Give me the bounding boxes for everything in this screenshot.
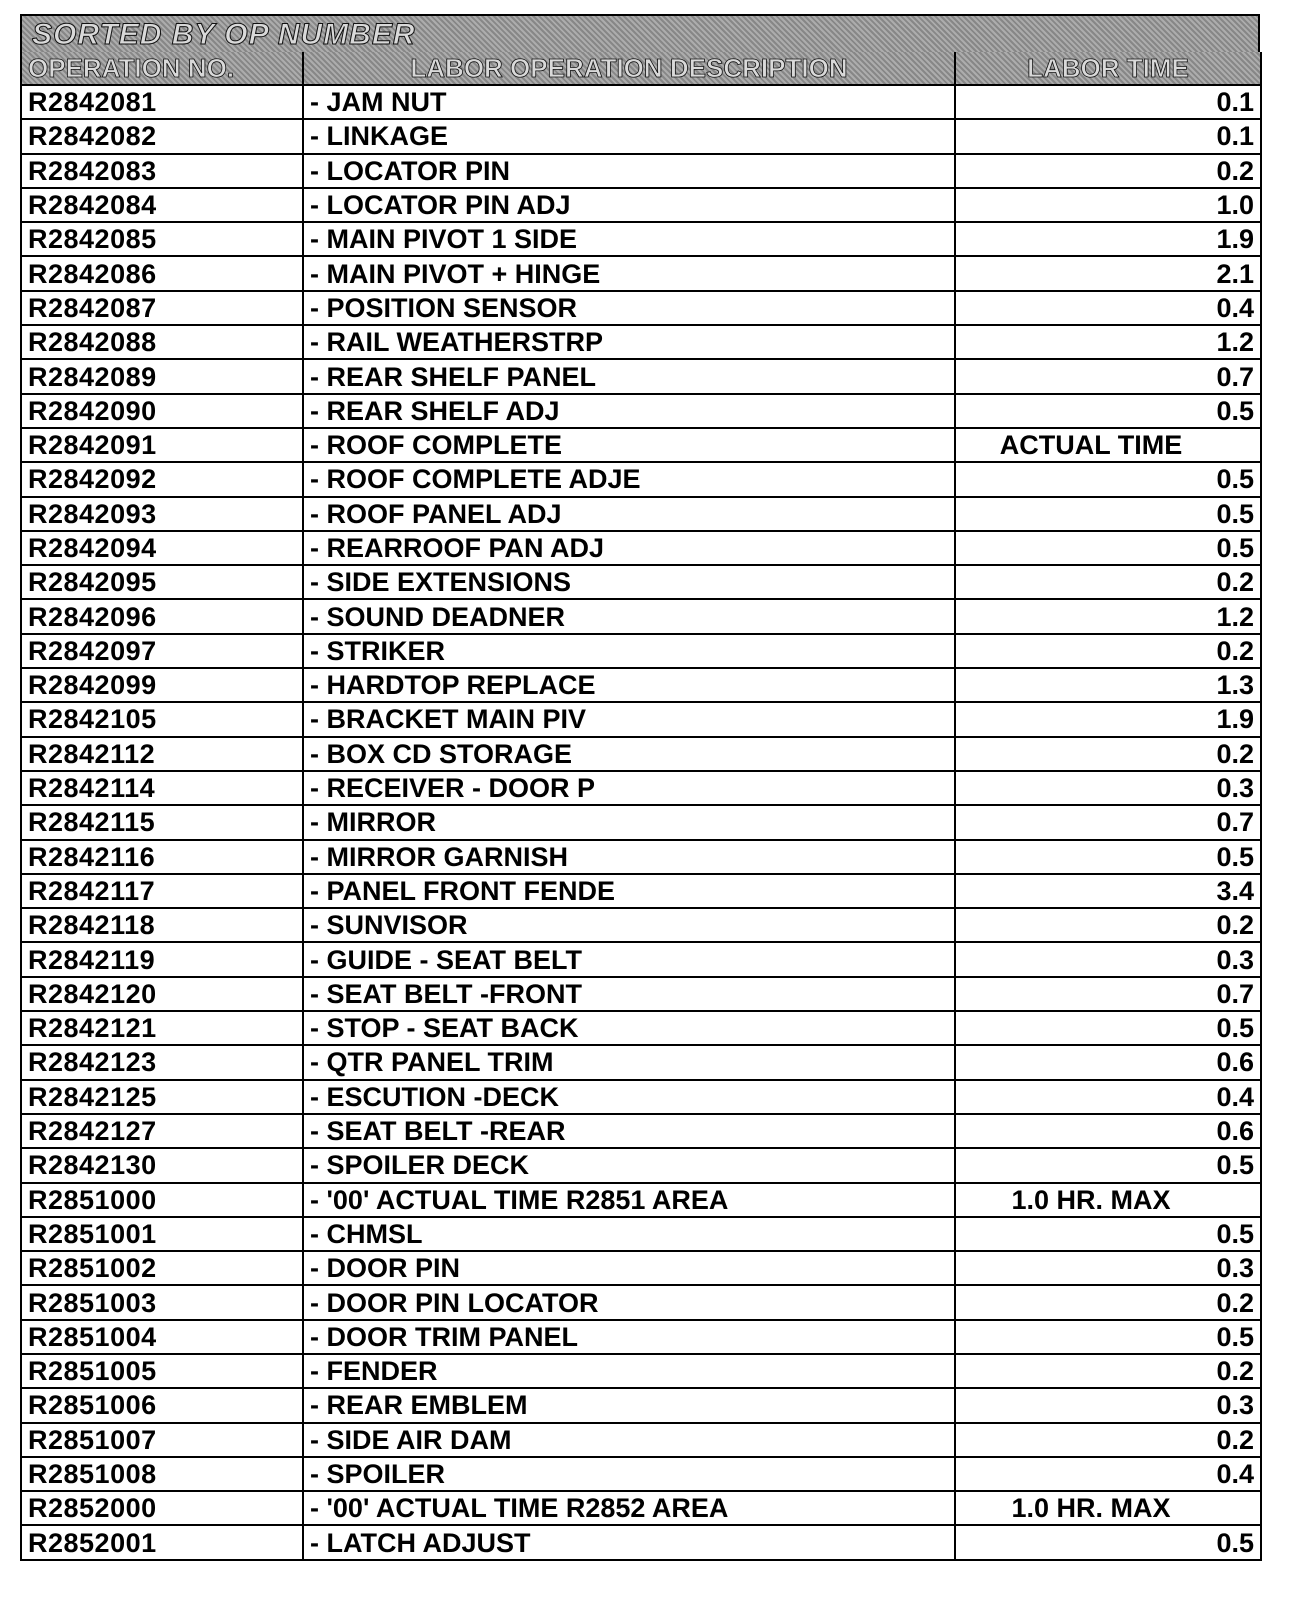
operation-number-cell: R2842116: [21, 840, 303, 874]
operation-number-cell: R2851002: [21, 1251, 303, 1285]
table-row: [21, 1285, 1261, 1319]
operation-description-cell: - DOOR PIN LOCATOR: [303, 1285, 955, 1319]
labor-time-cell: 0.5: [955, 1525, 1261, 1559]
operation-description-cell: - HARDTOP REPLACE: [303, 668, 955, 702]
operation-number-cell: R2851007: [21, 1423, 303, 1457]
operation-description-cell: - SEAT BELT -FRONT: [303, 977, 955, 1011]
labor-time-cell: 1.0: [955, 188, 1261, 222]
operation-description-cell: - ROOF PANEL ADJ: [303, 497, 955, 531]
operation-description-cell: - GUIDE - SEAT BELT: [303, 942, 955, 976]
operation-number-cell: R2842117: [21, 874, 303, 908]
operation-description-cell: - SEAT BELT -REAR: [303, 1114, 955, 1148]
operation-number-cell: R2842121: [21, 1011, 303, 1045]
labor-time-cell: 0.3: [955, 771, 1261, 805]
table-row: [21, 1388, 1261, 1422]
table-row: [21, 840, 1261, 874]
operation-number-cell: R2842130: [21, 1148, 303, 1182]
operation-number-cell: R2852000: [21, 1491, 303, 1525]
labor-time-cell: 1.0 HR. MAX: [955, 1183, 1261, 1217]
table-row: [21, 908, 1261, 942]
operation-number-cell: R2851005: [21, 1354, 303, 1388]
operation-number-cell: R2851004: [21, 1320, 303, 1354]
table-row: [21, 1457, 1261, 1491]
operation-description-cell: - SIDE EXTENSIONS: [303, 565, 955, 599]
table-body: [21, 85, 1261, 1560]
labor-time-cell: 0.4: [955, 1080, 1261, 1114]
operation-number-cell: R2842123: [21, 1045, 303, 1079]
labor-operations-table: [20, 52, 1262, 1561]
table-row: [21, 599, 1261, 633]
table-row: [21, 291, 1261, 325]
operation-number-cell: R2842118: [21, 908, 303, 942]
operation-description-cell: - QTR PANEL TRIM: [303, 1045, 955, 1079]
header-labor-operation-description: LABOR OPERATION DESCRIPTION: [303, 52, 955, 85]
labor-time-cell: 1.0 HR. MAX: [955, 1491, 1261, 1525]
labor-time-cell: 0.5: [955, 1011, 1261, 1045]
operation-description-cell: - PANEL FRONT FENDE: [303, 874, 955, 908]
labor-time-cell: 0.3: [955, 942, 1261, 976]
operation-number-cell: R2842094: [21, 531, 303, 565]
operation-number-cell: R2842093: [21, 497, 303, 531]
table-row: [21, 531, 1261, 565]
table-row: [21, 497, 1261, 531]
labor-time-cell: 0.3: [955, 1251, 1261, 1285]
table-row: [21, 222, 1261, 256]
labor-time-cell: 0.2: [955, 1423, 1261, 1457]
operation-description-cell: - REARROOF PAN ADJ: [303, 531, 955, 565]
table-row: [21, 428, 1261, 462]
table-row: [21, 325, 1261, 359]
labor-time-cell: 2.1: [955, 256, 1261, 290]
header-operation-no: OPERATION NO.: [21, 52, 303, 85]
operation-description-cell: - DOOR PIN: [303, 1251, 955, 1285]
labor-time-cell: 0.5: [955, 1217, 1261, 1251]
labor-time-cell: 0.7: [955, 977, 1261, 1011]
operation-number-cell: R2842085: [21, 222, 303, 256]
operation-description-cell: - ESCUTION -DECK: [303, 1080, 955, 1114]
labor-time-cell: 0.2: [955, 908, 1261, 942]
table-row: [21, 119, 1261, 153]
table-row: [21, 634, 1261, 668]
labor-time-cell: 0.5: [955, 394, 1261, 428]
operation-number-cell: R2842105: [21, 702, 303, 736]
operation-number-cell: R2842112: [21, 737, 303, 771]
labor-time-cell: 0.4: [955, 291, 1261, 325]
sheet-title: SORTED BY OP NUMBER: [32, 18, 416, 51]
table-row: [21, 462, 1261, 496]
table-row: [21, 1354, 1261, 1388]
operation-description-cell: - REAR SHELF PANEL: [303, 359, 955, 393]
table-row: [21, 942, 1261, 976]
operation-number-cell: R2842084: [21, 188, 303, 222]
operation-number-cell: R2842099: [21, 668, 303, 702]
labor-time-cell: 0.4: [955, 1457, 1261, 1491]
labor-time-cell: 0.2: [955, 565, 1261, 599]
operation-number-cell: R2842089: [21, 359, 303, 393]
operation-description-cell: - DOOR TRIM PANEL: [303, 1320, 955, 1354]
operation-description-cell: - '00' ACTUAL TIME R2851 AREA: [303, 1183, 955, 1217]
table-row: [21, 977, 1261, 1011]
labor-time-cell: 0.5: [955, 462, 1261, 496]
operation-description-cell: - LATCH ADJUST: [303, 1525, 955, 1559]
operation-number-cell: R2842088: [21, 325, 303, 359]
labor-time-cell: 0.1: [955, 85, 1261, 119]
table-row: [21, 359, 1261, 393]
operation-description-cell: - ROOF COMPLETE: [303, 428, 955, 462]
operation-description-cell: - LINKAGE: [303, 119, 955, 153]
operation-number-cell: R2842090: [21, 394, 303, 428]
operation-number-cell: R2842095: [21, 565, 303, 599]
operation-description-cell: - SOUND DEADNER: [303, 599, 955, 633]
labor-time-cell: 0.6: [955, 1114, 1261, 1148]
operation-description-cell: - REAR EMBLEM: [303, 1388, 955, 1422]
table-row: [21, 1114, 1261, 1148]
table-row: [21, 771, 1261, 805]
operation-number-cell: R2842083: [21, 154, 303, 188]
table-row: [21, 565, 1261, 599]
labor-time-cell: 0.5: [955, 497, 1261, 531]
table-row: [21, 737, 1261, 771]
labor-time-cell: 3.4: [955, 874, 1261, 908]
operation-number-cell: R2842081: [21, 85, 303, 119]
operation-description-cell: - JAM NUT: [303, 85, 955, 119]
operation-description-cell: - STRIKER: [303, 634, 955, 668]
operation-number-cell: R2842127: [21, 1114, 303, 1148]
operation-number-cell: R2852001: [21, 1525, 303, 1559]
operation-description-cell: - MIRROR: [303, 805, 955, 839]
operation-number-cell: R2842096: [21, 599, 303, 633]
labor-time-cell: 0.2: [955, 154, 1261, 188]
operation-number-cell: R2842125: [21, 1080, 303, 1114]
operation-number-cell: R2851003: [21, 1285, 303, 1319]
table-row: [21, 805, 1261, 839]
table-row: [21, 1183, 1261, 1217]
operation-number-cell: R2842120: [21, 977, 303, 1011]
operation-number-cell: R2842086: [21, 256, 303, 290]
table-row: [21, 1045, 1261, 1079]
labor-time-cell: 0.1: [955, 119, 1261, 153]
labor-time-cell: 0.5: [955, 840, 1261, 874]
labor-time-cell: 1.2: [955, 599, 1261, 633]
operation-description-cell: - SPOILER DECK: [303, 1148, 955, 1182]
operation-number-cell: R2851000: [21, 1183, 303, 1217]
labor-time-cell: 1.9: [955, 222, 1261, 256]
operation-description-cell: - LOCATOR PIN ADJ: [303, 188, 955, 222]
operation-description-cell: - ROOF COMPLETE ADJE: [303, 462, 955, 496]
operation-description-cell: - BOX CD STORAGE: [303, 737, 955, 771]
operation-number-cell: R2842087: [21, 291, 303, 325]
table-row: [21, 1217, 1261, 1251]
operation-description-cell: - SIDE AIR DAM: [303, 1423, 955, 1457]
table-row: [21, 1423, 1261, 1457]
table-row: [21, 1525, 1261, 1559]
operation-number-cell: R2842092: [21, 462, 303, 496]
table-row: [21, 1148, 1261, 1182]
labor-time-cell: 0.2: [955, 634, 1261, 668]
operation-number-cell: R2851008: [21, 1457, 303, 1491]
operation-description-cell: - REAR SHELF ADJ: [303, 394, 955, 428]
table-row: [21, 1251, 1261, 1285]
operation-description-cell: - '00' ACTUAL TIME R2852 AREA: [303, 1491, 955, 1525]
operation-description-cell: - RECEIVER - DOOR P: [303, 771, 955, 805]
labor-time-cell: 0.7: [955, 359, 1261, 393]
table-row: [21, 1080, 1261, 1114]
table-row: [21, 85, 1261, 119]
labor-time-cell: 0.2: [955, 1285, 1261, 1319]
header-labor-time: LABOR TIME: [955, 52, 1261, 85]
title-band: [20, 14, 1260, 52]
operation-description-cell: - LOCATOR PIN: [303, 154, 955, 188]
operation-description-cell: - MAIN PIVOT + HINGE: [303, 256, 955, 290]
table-row: [21, 1320, 1261, 1354]
labor-time-cell: 0.5: [955, 1148, 1261, 1182]
operation-description-cell: - POSITION SENSOR: [303, 291, 955, 325]
operation-description-cell: - CHMSL: [303, 1217, 955, 1251]
labor-operations-sheet: [20, 14, 1260, 1561]
labor-time-cell: 0.7: [955, 805, 1261, 839]
labor-time-cell: 1.2: [955, 325, 1261, 359]
labor-time-cell: 1.9: [955, 702, 1261, 736]
operation-number-cell: R2851001: [21, 1217, 303, 1251]
labor-time-cell: ACTUAL TIME: [955, 428, 1261, 462]
table-row: [21, 256, 1261, 290]
operation-number-cell: R2842082: [21, 119, 303, 153]
labor-time-cell: 0.3: [955, 1388, 1261, 1422]
operation-description-cell: - MIRROR GARNISH: [303, 840, 955, 874]
labor-time-cell: 0.5: [955, 1320, 1261, 1354]
table-row: [21, 394, 1261, 428]
operation-number-cell: R2842097: [21, 634, 303, 668]
table-row: [21, 154, 1261, 188]
labor-time-cell: 0.2: [955, 1354, 1261, 1388]
operation-description-cell: - STOP - SEAT BACK: [303, 1011, 955, 1045]
table-row: [21, 1011, 1261, 1045]
table-row: [21, 702, 1261, 736]
operation-description-cell: - SPOILER: [303, 1457, 955, 1491]
operation-number-cell: R2842091: [21, 428, 303, 462]
operation-description-cell: - RAIL WEATHERSTRP: [303, 325, 955, 359]
labor-time-cell: 0.2: [955, 737, 1261, 771]
labor-time-cell: 0.6: [955, 1045, 1261, 1079]
table-row: [21, 668, 1261, 702]
operation-description-cell: - SUNVISOR: [303, 908, 955, 942]
operation-number-cell: R2842115: [21, 805, 303, 839]
labor-time-cell: 1.3: [955, 668, 1261, 702]
operation-description-cell: - FENDER: [303, 1354, 955, 1388]
operation-description-cell: - BRACKET MAIN PIV: [303, 702, 955, 736]
operation-number-cell: R2842119: [21, 942, 303, 976]
table-row: [21, 874, 1261, 908]
table-row: [21, 1491, 1261, 1525]
operation-description-cell: - MAIN PIVOT 1 SIDE: [303, 222, 955, 256]
operation-number-cell: R2842114: [21, 771, 303, 805]
table-header-row: [21, 52, 1261, 85]
operation-number-cell: R2851006: [21, 1388, 303, 1422]
labor-time-cell: 0.5: [955, 531, 1261, 565]
table-row: [21, 188, 1261, 222]
